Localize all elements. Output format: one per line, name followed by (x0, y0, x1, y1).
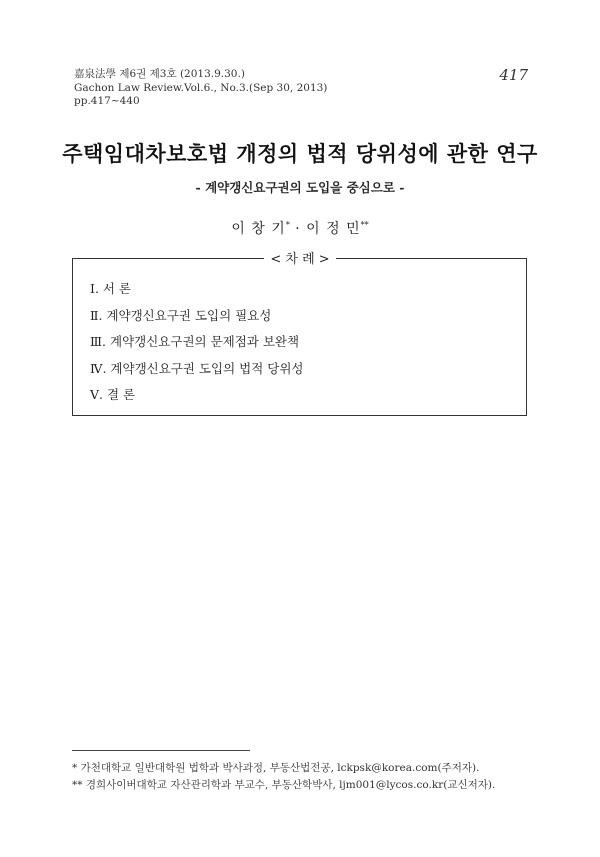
page-range: pp.417~440 (74, 95, 140, 107)
author-2: 이 정 민 (306, 221, 361, 237)
footnote-1: * 가천대학교 일반대학원 법학과 박사과정, 부동산법전공, lckpsk@korea.com(주저자). (72, 762, 480, 774)
footnote-divider (72, 750, 250, 751)
toc-item: Ⅰ. 서 론 (90, 281, 132, 296)
toc-left-bracket-icon: < (270, 252, 282, 267)
toc-item: Ⅱ. 계약갱신요구권 도입의 필요성 (90, 307, 272, 323)
footnote-2: ** 경희사이버대학교 자산관리학과 부교수, 부동산학박사, ljm001@lycos.co.kr(교신저자). (72, 778, 496, 791)
author-2-mark: ** (360, 220, 369, 230)
author-1: 이 창 기 (231, 221, 286, 237)
paper-title: 주택임대차보호법 개정의 법적 당위성에 관한 연구 (62, 141, 538, 166)
toc-list (90, 276, 303, 409)
journal-line-2: Gachon Law Review.Vol.6., No.3.(Sep 30, 2013) (74, 81, 328, 94)
journal-line-1: 嘉泉法學 제6권 제3호 (2013.9.30.) (74, 68, 245, 80)
toc-item: Ⅲ. 계약갱신요구권의 문제점과 보완책 (90, 334, 300, 349)
toc-item: Ⅴ. 결 론 (90, 387, 136, 402)
author-separator: · (289, 221, 307, 237)
journal-citation (74, 68, 327, 109)
author-1-mark: * (285, 220, 290, 230)
toc-label: 차 례 (285, 252, 315, 267)
page-number: 417 (499, 66, 528, 84)
toc-right-bracket-icon: > (318, 252, 330, 267)
toc-heading (0, 248, 600, 267)
author-line (0, 218, 600, 238)
toc-item: Ⅳ. 계약갱신요구권 도입의 법적 당위성 (90, 360, 304, 376)
footnotes (72, 760, 495, 793)
paper-subtitle: - 계약갱신요구권의 도입을 중심으로 - (195, 180, 405, 195)
